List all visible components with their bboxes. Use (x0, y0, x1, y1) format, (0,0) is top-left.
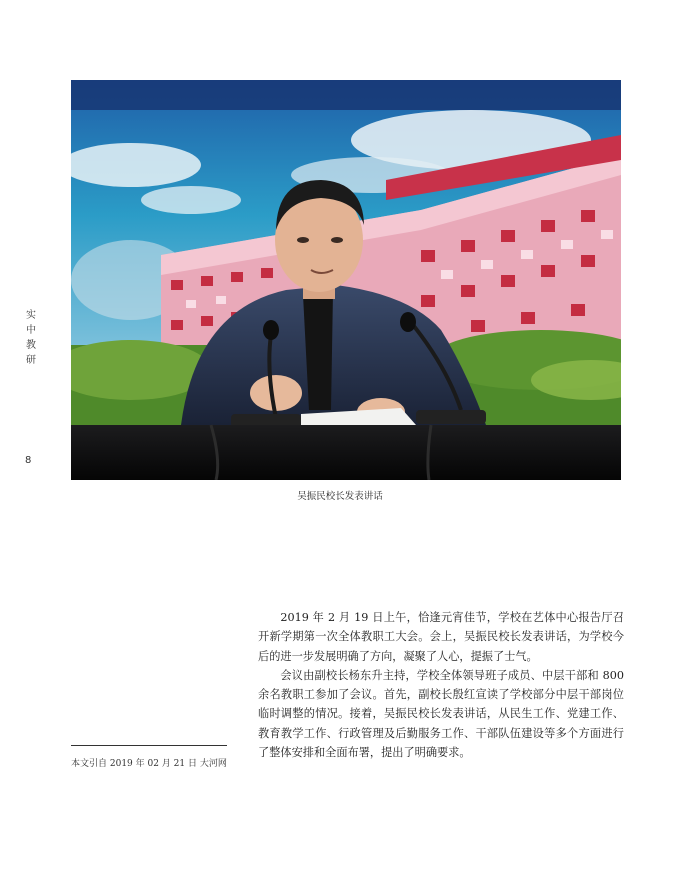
article-body (258, 608, 624, 762)
source-footnote: 本文引自 2019 年 02 月 21 日 大河网 (71, 759, 227, 769)
podium-desk (71, 425, 621, 480)
side-char: 中 (26, 325, 36, 336)
side-char: 教 (26, 340, 36, 351)
page-number: 8 (25, 455, 32, 466)
cloud (141, 186, 241, 214)
side-char: 实 (26, 310, 36, 321)
article-paragraph: 2019 年 2 月 19 日上午，恰逢元宵佳节，学校在艺体中心报告厅召开新学期第一次全体教职工大会。会上，吴振民校长发表讲话，为学校今后的进一步发展明确了方向，凝聚了人心，提振了士气。 (258, 611, 624, 663)
article-paragraph: 会议由副校长杨东升主持，学校全体领导班子成员、中层干部和 800 余名教职工参加了会议。首先，副校长殷红宣读了学校部分中层干部岗位临时调整的情况。接着，吴振民校长发表讲话，从民生工作、党建工作、教育教学工作、行政管理及后勤服务工作、干部队伍建设等多个方面进行了整体安排和全面布署，提出了明确要求。 (258, 668, 624, 760)
speaker-photo (71, 80, 621, 480)
footnote-divider (71, 745, 227, 746)
side-journal-label (24, 308, 38, 368)
speaker-photo-illustration (71, 80, 621, 480)
photo-caption: 吴振民校长发表讲话 (297, 491, 383, 502)
side-char: 研 (26, 355, 36, 366)
